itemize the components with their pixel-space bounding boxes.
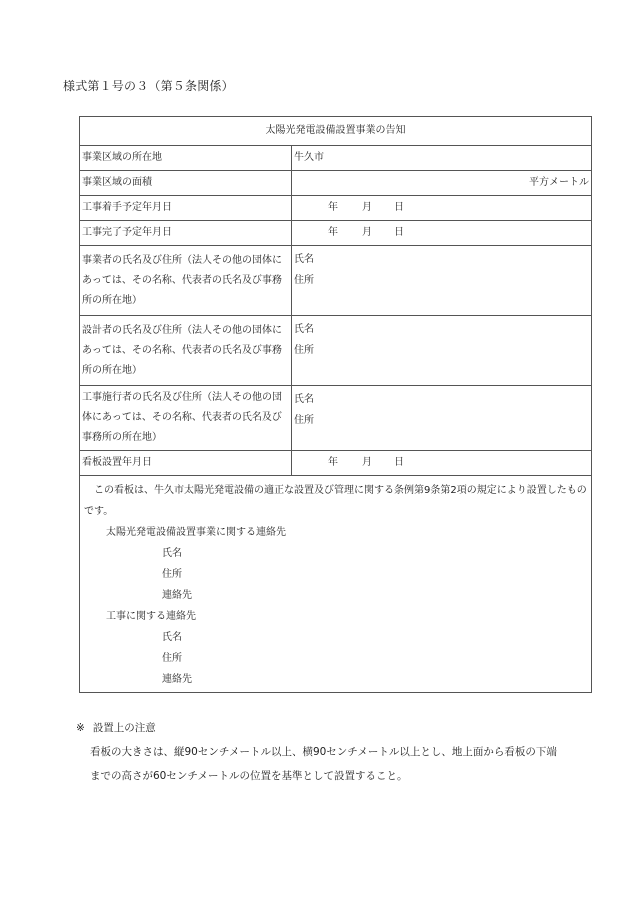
- table-row: [80, 316, 592, 386]
- day-unit: 日: [394, 227, 404, 238]
- notice-table: [79, 116, 592, 693]
- location-value: 牛久市: [292, 146, 592, 171]
- table-row: [80, 171, 592, 196]
- name-label: 氏名: [294, 324, 314, 335]
- year-unit: 年: [328, 202, 338, 213]
- table-row: [80, 476, 592, 693]
- business-contact-info: 連絡先: [162, 590, 192, 601]
- area-label: 事業区域の面積: [80, 171, 292, 196]
- sign-date-value: [292, 451, 592, 476]
- caution-section: [76, 716, 560, 788]
- caution-heading: [76, 716, 560, 740]
- notice-title: 太陽光発電設備設置事業の告知: [80, 117, 592, 146]
- form-number: 様式第１号の３（第５条関係）: [63, 79, 234, 93]
- business-contact-name: 氏名: [162, 548, 182, 559]
- day-unit: 日: [394, 202, 404, 213]
- table-row: [80, 117, 592, 146]
- month-unit: 月: [362, 457, 372, 468]
- table-row: [80, 386, 592, 451]
- business-contact-heading: 太陽光発電設備設置事業に関する連絡先: [106, 527, 286, 538]
- constructor-value: [292, 386, 592, 451]
- table-row: [80, 451, 592, 476]
- day-unit: 日: [394, 457, 404, 468]
- table-row: [80, 221, 592, 246]
- designer-value: [292, 316, 592, 386]
- reference-mark: ※: [76, 722, 85, 734]
- construction-contact-info: 連絡先: [162, 674, 192, 685]
- designer-label: 設計者の氏名及び住所（法人その他の団体にあっては、その名称、代表者の氏名及び事務所の所在地）: [80, 316, 292, 386]
- month-unit: 月: [362, 202, 372, 213]
- year-unit: 年: [328, 227, 338, 238]
- caution-title: 設置上の注意: [92, 722, 156, 734]
- start-date-value: [292, 196, 592, 221]
- month-unit: 月: [362, 227, 372, 238]
- address-label: 住所: [294, 415, 314, 426]
- operator-label: 事業者の氏名及び住所（法人その他の団体にあっては、その名称、代表者の氏名及び事務所の所在地）: [80, 246, 292, 316]
- business-contact-address: 住所: [162, 569, 182, 580]
- address-label: 住所: [294, 345, 314, 356]
- end-date-value: [292, 221, 592, 246]
- start-date-label: 工事着手予定年月日: [80, 196, 292, 221]
- statement-cell: [80, 476, 592, 693]
- construction-contact-heading: 工事に関する連絡先: [106, 611, 196, 622]
- year-unit: 年: [328, 457, 338, 468]
- caution-body: 看板の大きさは、縦90センチメートル以上、横90センチメートル以上とし、地上面から看板の下端までの高さが60センチメートルの位置を基準として設置すること。: [90, 746, 557, 782]
- address-label: 住所: [294, 275, 314, 286]
- location-label: 事業区域の所在地: [80, 146, 292, 171]
- statement-text: この看板は、牛久市太陽光発電設備の適正な設置及び管理に関する条例第9条第2項の規定により設置したものです。: [84, 485, 587, 517]
- sign-date-label: 看板設置年月日: [80, 451, 292, 476]
- constructor-label: 工事施行者の氏名及び住所（法人その他の団体にあっては、その名称、代表者の氏名及び事務所の所在地）: [80, 386, 292, 451]
- name-label: 氏名: [294, 394, 314, 405]
- table-row: [80, 196, 592, 221]
- name-label: 氏名: [294, 254, 314, 265]
- area-unit: 平方メートル: [292, 171, 592, 196]
- table-row: [80, 146, 592, 171]
- end-date-label: 工事完了予定年月日: [80, 221, 292, 246]
- table-row: [80, 246, 592, 316]
- construction-contact-address: 住所: [162, 653, 182, 664]
- operator-value: [292, 246, 592, 316]
- construction-contact-name: 氏名: [162, 632, 182, 643]
